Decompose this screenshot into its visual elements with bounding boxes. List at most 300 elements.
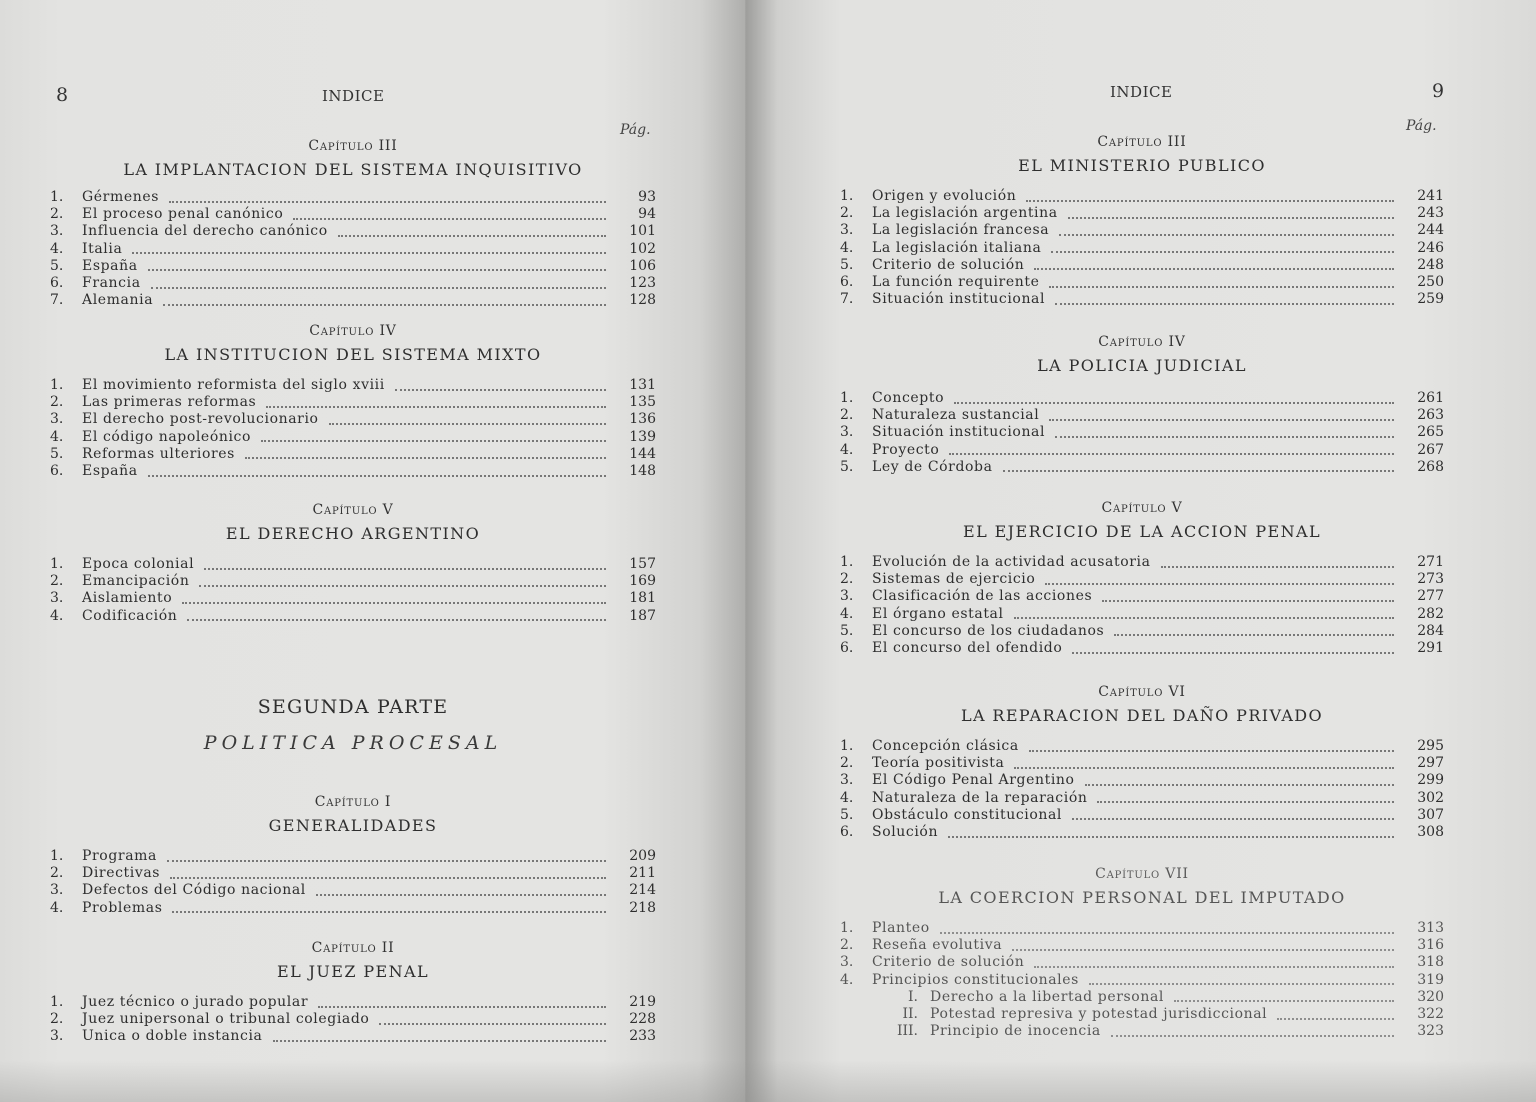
entry-number: 2. — [50, 573, 64, 590]
dot-leader — [395, 387, 606, 391]
entry-page: 219 — [629, 994, 656, 1010]
chapter-label: Capítulo IV — [1098, 334, 1186, 350]
entry-number: 3. — [840, 424, 854, 441]
dot-leader — [1029, 748, 1394, 752]
entry-text: Situación institucional — [872, 291, 1046, 308]
entry-page: 282 — [1417, 605, 1444, 622]
dot-leader — [182, 600, 606, 604]
entry-page: 318 — [1417, 954, 1444, 971]
toc-entry — [50, 865, 656, 882]
dot-leader — [169, 199, 606, 203]
entry-number: 5. — [50, 445, 64, 462]
toc-entries — [840, 920, 1444, 1040]
toc-entry — [840, 407, 1444, 424]
chapter-label: Capítulo V — [1101, 500, 1183, 516]
entry-text: Juez unipersonal o tribunal colegiado — [82, 1011, 370, 1028]
toc-sub-entry — [840, 1023, 1444, 1040]
entry-page: 259 — [1417, 291, 1444, 308]
entry-number: 4. — [50, 607, 64, 624]
entry-page: 131 — [629, 377, 656, 393]
chapter-title: LA POLICIA JUDICIAL — [1037, 356, 1247, 375]
dot-leader — [261, 438, 606, 442]
entry-page: 94 — [638, 206, 656, 223]
toc-entry — [50, 1011, 656, 1028]
dot-leader — [1161, 564, 1394, 568]
entry-text: La función requirente — [872, 273, 1040, 290]
entry-text: El movimiento reformista del siglo xviii — [82, 377, 385, 393]
entry-number: 4. — [840, 971, 854, 988]
entry-text: Codificación — [82, 607, 178, 624]
toc-entry — [840, 571, 1444, 588]
toc-entries — [840, 554, 1444, 657]
toc-entry — [840, 424, 1444, 441]
entry-text: Sistemas de ejercicio — [872, 571, 1036, 588]
chapter-block — [840, 134, 1444, 308]
toc-entry — [840, 937, 1444, 954]
dot-leader — [1014, 615, 1394, 619]
toc-entry — [50, 463, 656, 480]
entry-number: 3. — [50, 411, 64, 428]
entry-text: El proceso penal canónico — [82, 206, 284, 223]
chapter-label: Capítulo III — [308, 138, 398, 154]
toc-entry — [50, 573, 656, 590]
toc-entry — [50, 994, 656, 1011]
entry-text: España — [82, 257, 138, 274]
toc-entry — [840, 824, 1444, 841]
entry-page: 322 — [1417, 1005, 1444, 1022]
entry-page: 123 — [629, 274, 656, 291]
toc-entry — [840, 972, 1444, 989]
entry-text: Programa — [82, 848, 157, 864]
entry-page: 265 — [1417, 424, 1444, 441]
dot-leader — [316, 892, 606, 896]
dot-leader — [163, 302, 606, 306]
entry-page: 228 — [629, 1011, 656, 1028]
entry-number: 3. — [50, 223, 64, 240]
entry-text: El concurso de los ciudadanos — [872, 622, 1105, 639]
dot-leader — [954, 400, 1394, 404]
entry-page: 128 — [629, 292, 656, 309]
dot-leader — [338, 233, 606, 237]
entry-number: 2. — [50, 865, 64, 882]
entry-number: 3. — [50, 590, 64, 607]
toc-entry — [840, 442, 1444, 459]
entry-number: 4. — [840, 239, 854, 256]
dot-leader — [379, 1021, 606, 1025]
entry-number: 7. — [840, 291, 854, 308]
toc-entry — [50, 223, 656, 240]
entry-text: El código napoleónico — [82, 428, 252, 445]
entry-page: 102 — [629, 240, 656, 257]
chapter-block — [50, 794, 656, 917]
running-head: INDICE — [1110, 83, 1173, 101]
dot-leader — [204, 566, 606, 570]
dot-leader — [1097, 799, 1394, 803]
toc-entries — [840, 738, 1444, 841]
entry-number: 1. — [50, 377, 64, 393]
entry-text: El órgano estatal — [872, 605, 1004, 622]
entry-number: II. — [902, 1005, 918, 1022]
entry-number: 2. — [840, 205, 854, 222]
toc-entry — [50, 848, 656, 865]
toc-entry — [840, 390, 1444, 407]
chapter-title: EL JUEZ PENAL — [277, 962, 429, 981]
entry-number: 4. — [840, 441, 854, 458]
dot-leader — [1068, 215, 1394, 219]
entry-text: Planteo — [872, 920, 930, 936]
chapter-title: EL MINISTERIO PUBLICO — [1018, 156, 1266, 175]
dot-leader — [1026, 198, 1394, 202]
entry-text: Influencia del derecho canónico — [82, 223, 328, 240]
dot-leader — [148, 473, 606, 477]
entry-page: 319 — [1417, 971, 1444, 988]
toc-entry — [50, 411, 656, 428]
entry-number: 5. — [50, 257, 64, 274]
dot-leader — [1034, 266, 1394, 270]
entry-page: 313 — [1417, 920, 1444, 936]
entry-number: 2. — [840, 755, 854, 772]
entry-number: 1. — [840, 390, 854, 406]
entry-number: 2. — [840, 407, 854, 424]
entry-text: Defectos del Código nacional — [82, 882, 306, 899]
toc-entry — [50, 275, 656, 292]
entry-text: Naturaleza sustancial — [872, 407, 1040, 424]
dot-leader — [329, 421, 606, 425]
entry-text: Evolución de la actividad acusatoria — [872, 554, 1151, 570]
chapter-label: Capítulo VI — [1098, 684, 1186, 700]
dot-leader — [1111, 1033, 1394, 1037]
entry-page: 250 — [1417, 273, 1444, 290]
toc-entry — [50, 556, 656, 573]
entry-page: 271 — [1417, 554, 1444, 570]
chapter-label: Capítulo VII — [1095, 866, 1189, 882]
entry-text: Problemas — [82, 899, 163, 916]
entry-page: 268 — [1417, 458, 1444, 475]
chapter-block — [50, 323, 656, 480]
chapter-block — [50, 502, 656, 625]
running-head: INDICE — [322, 87, 385, 105]
entry-page: 101 — [629, 223, 656, 240]
toc-entry — [840, 188, 1444, 205]
right-page — [746, 0, 1536, 1102]
dot-leader — [266, 404, 606, 408]
dot-leader — [1174, 998, 1394, 1002]
chapter-block — [50, 940, 656, 1046]
entry-page: 316 — [1417, 937, 1444, 954]
toc-entry — [50, 1028, 656, 1045]
dot-leader — [1049, 417, 1394, 421]
entry-number: 3. — [840, 222, 854, 239]
entry-page: 106 — [629, 257, 656, 274]
toc-entry — [840, 554, 1444, 571]
entry-page: 320 — [1417, 988, 1444, 1005]
toc-entry — [840, 274, 1444, 291]
dot-leader — [949, 451, 1394, 455]
entry-text: Francia — [82, 274, 141, 291]
entry-text: El derecho post-revolucionario — [82, 411, 319, 428]
dot-leader — [1089, 981, 1394, 985]
entry-text: España — [82, 462, 138, 479]
entry-number: 6. — [840, 639, 854, 656]
entry-number: 3. — [840, 772, 854, 789]
entry-number: 1. — [840, 738, 854, 754]
toc-entry — [50, 258, 656, 275]
entry-number: 5. — [840, 806, 854, 823]
toc-entry — [50, 292, 656, 309]
toc-entry — [840, 606, 1444, 623]
toc-sub-entry — [840, 989, 1444, 1006]
entry-text: Origen y evolución — [872, 188, 1017, 204]
entry-text: La legislación argentina — [872, 205, 1058, 222]
toc-entries — [50, 994, 656, 1046]
entry-page: 297 — [1417, 755, 1444, 772]
left-page — [0, 0, 752, 1102]
part-subtitle: POLITICA PROCESAL — [203, 732, 503, 754]
entry-number: 3. — [50, 1028, 64, 1045]
entry-page: 181 — [629, 590, 656, 607]
entry-page: 135 — [629, 394, 656, 411]
entry-text: Reformas ulteriores — [82, 445, 235, 462]
dot-leader — [1003, 468, 1394, 472]
dot-leader — [1085, 782, 1394, 786]
entry-page: 261 — [1417, 390, 1444, 406]
dot-leader — [199, 583, 606, 587]
entry-number: 2. — [840, 571, 854, 588]
toc-entry — [840, 205, 1444, 222]
dot-leader — [1014, 765, 1394, 769]
toc-entry — [50, 429, 656, 446]
page-number: 9 — [1432, 80, 1445, 102]
entry-text: La legislación francesa — [872, 222, 1050, 239]
toc-sub-entry — [840, 1006, 1444, 1023]
entry-text: Directivas — [82, 865, 161, 882]
entry-page: 302 — [1417, 789, 1444, 806]
entry-page: 291 — [1417, 639, 1444, 656]
entry-text: Principios constitucionales — [872, 971, 1079, 988]
chapter-block — [50, 138, 656, 309]
entry-number: 2. — [50, 206, 64, 223]
dot-leader — [132, 250, 606, 254]
toc-entry — [840, 222, 1444, 239]
dot-leader — [1049, 284, 1394, 288]
dot-leader — [1072, 650, 1394, 654]
chapter-label: Capítulo IV — [309, 323, 397, 339]
toc-entry — [840, 240, 1444, 257]
entry-text: Aislamiento — [82, 590, 173, 607]
entry-number: 3. — [840, 954, 854, 971]
dot-leader — [172, 909, 606, 913]
chapter-block — [840, 866, 1444, 1040]
entry-page: 169 — [629, 573, 656, 590]
dot-leader — [1102, 598, 1394, 602]
toc-entry — [840, 459, 1444, 476]
entry-page: 277 — [1417, 588, 1444, 605]
dot-leader — [940, 930, 1394, 934]
entry-number: 4. — [50, 240, 64, 257]
toc-entry — [840, 640, 1444, 657]
entry-page: 267 — [1417, 441, 1444, 458]
entry-text: Proyecto — [872, 441, 940, 458]
entry-number: 1. — [50, 994, 64, 1010]
dot-leader — [148, 267, 606, 271]
chapter-title: EL EJERCICIO DE LA ACCION PENAL — [963, 522, 1321, 541]
dot-leader — [318, 1004, 606, 1008]
entry-text: Ley de Córdoba — [872, 458, 993, 475]
chapter-block — [840, 334, 1444, 476]
chapter-title: LA COERCION PERSONAL DEL IMPUTADO — [938, 888, 1346, 907]
entry-page: 139 — [629, 428, 656, 445]
entry-page: 144 — [629, 445, 656, 462]
entry-page: 243 — [1417, 205, 1444, 222]
dot-leader — [1072, 816, 1394, 820]
entry-number: 6. — [50, 274, 64, 291]
entry-number: 3. — [50, 882, 64, 899]
entry-number: 1. — [840, 188, 854, 204]
toc-entry — [840, 807, 1444, 824]
entry-text: Situación institucional — [872, 424, 1046, 441]
dot-leader — [293, 216, 606, 220]
entry-number: 4. — [840, 605, 854, 622]
entry-page: 295 — [1417, 738, 1444, 754]
entry-text: Gérmenes — [82, 189, 160, 205]
toc-entries — [50, 848, 656, 917]
dot-leader — [1114, 632, 1394, 636]
entry-number: 6. — [840, 823, 854, 840]
toc-entry — [840, 755, 1444, 772]
entry-text: Naturaleza de la reparación — [872, 789, 1088, 806]
toc-entries — [50, 556, 656, 625]
entry-number: 5. — [840, 256, 854, 273]
entry-page: 248 — [1417, 256, 1444, 273]
entry-page: 246 — [1417, 239, 1444, 256]
page-number: 8 — [56, 84, 69, 106]
entry-text: Juez técnico o jurado popular — [82, 994, 309, 1010]
toc-entry — [50, 900, 656, 917]
entry-page: 241 — [1417, 188, 1444, 204]
toc-entry — [840, 920, 1444, 937]
dot-leader — [1045, 581, 1394, 585]
entry-page: 323 — [1417, 1023, 1444, 1040]
dot-leader — [1277, 1016, 1394, 1020]
chapter-block — [840, 500, 1444, 657]
toc-entry — [840, 772, 1444, 789]
toc-entry — [840, 954, 1444, 971]
entry-text: Alemania — [82, 292, 154, 309]
toc-entry — [50, 241, 656, 258]
entry-text: Solución — [872, 823, 939, 840]
entry-text: Principio de inocencia — [930, 1023, 1101, 1040]
entry-text: Clasificación de las acciones — [872, 588, 1093, 605]
dot-leader — [1059, 232, 1394, 236]
chapter-title: LA IMPLANTACION DEL SISTEMA INQUISITIVO — [123, 160, 583, 179]
dot-leader — [1055, 434, 1394, 438]
entry-text: Derecho a la libertad personal — [930, 988, 1164, 1005]
toc-entries — [50, 189, 656, 309]
entry-number: 6. — [50, 462, 64, 479]
entry-text: Concepción clásica — [872, 738, 1019, 754]
dot-leader — [273, 1038, 606, 1042]
chapter-label: Capítulo V — [312, 502, 394, 518]
entry-text: Obstáculo constitucional — [872, 806, 1063, 823]
dot-leader — [1012, 947, 1394, 951]
toc-entry — [50, 882, 656, 899]
part-title: SEGUNDA PARTE — [257, 696, 449, 718]
entry-text: Criterio de solución — [872, 256, 1025, 273]
toc-entry — [840, 588, 1444, 605]
entry-number: III. — [896, 1023, 918, 1040]
chapter-title: LA INSTITUCION DEL SISTEMA MIXTO — [164, 345, 542, 364]
entry-page: 157 — [629, 556, 656, 572]
entry-page: 214 — [629, 882, 656, 899]
entry-page: 209 — [629, 848, 656, 864]
entry-page: 299 — [1417, 772, 1444, 789]
entry-page: 244 — [1417, 222, 1444, 239]
entry-text: La legislación italiana — [872, 239, 1042, 256]
entry-number: 4. — [840, 789, 854, 806]
toc-entries — [840, 188, 1444, 308]
entry-number: 2. — [50, 394, 64, 411]
pag-label: Pág. — [1406, 118, 1437, 134]
entry-number: 4. — [50, 428, 64, 445]
toc-entry — [50, 206, 656, 223]
toc-entry — [50, 377, 656, 394]
chapter-label: Capítulo I — [314, 794, 392, 810]
entry-text: Concepto — [872, 390, 945, 406]
toc-entry — [50, 189, 656, 206]
toc-entries — [840, 390, 1444, 476]
entry-number: 1. — [50, 189, 64, 205]
dot-leader — [948, 834, 1394, 838]
entry-page: 148 — [629, 462, 656, 479]
entry-page: 307 — [1417, 806, 1444, 823]
pag-label: Pág. — [620, 122, 651, 138]
entry-page: 233 — [629, 1028, 656, 1045]
dot-leader — [187, 617, 606, 621]
entry-text: Teoría positivista — [872, 755, 1005, 772]
entry-number: 5. — [840, 622, 854, 639]
entry-page: 273 — [1417, 571, 1444, 588]
dot-leader — [167, 858, 606, 862]
entry-text: Potestad represiva y potestad jurisdiccional — [930, 1005, 1268, 1022]
entry-number: 1. — [50, 556, 64, 572]
entry-number: 7. — [50, 292, 64, 309]
entry-number: 2. — [50, 1011, 64, 1028]
chapter-label: Capítulo III — [1097, 134, 1187, 150]
toc-entry — [840, 790, 1444, 807]
chapter-label: Capítulo II — [311, 940, 395, 956]
entry-text: Emancipación — [82, 573, 190, 590]
toc-entry — [50, 590, 656, 607]
toc-entries — [50, 377, 656, 480]
entry-text: El Código Penal Argentino — [872, 772, 1075, 789]
entry-number: 1. — [50, 848, 64, 864]
entry-text: Epoca colonial — [82, 556, 195, 572]
toc-entry — [50, 394, 656, 411]
entry-page: 136 — [629, 411, 656, 428]
chapter-title: EL DERECHO ARGENTINO — [225, 524, 481, 543]
chapter-title: LA REPARACION DEL DAÑO PRIVADO — [960, 706, 1324, 725]
entry-page: 263 — [1417, 407, 1444, 424]
toc-entry — [840, 291, 1444, 308]
dot-leader — [245, 455, 606, 459]
entry-page: 211 — [629, 865, 656, 882]
chapter-title: GENERALIDADES — [268, 816, 438, 835]
entry-page: 187 — [629, 607, 656, 624]
toc-entry — [50, 608, 656, 625]
dot-leader — [151, 285, 606, 289]
toc-entry — [840, 738, 1444, 755]
entry-number: 3. — [840, 588, 854, 605]
